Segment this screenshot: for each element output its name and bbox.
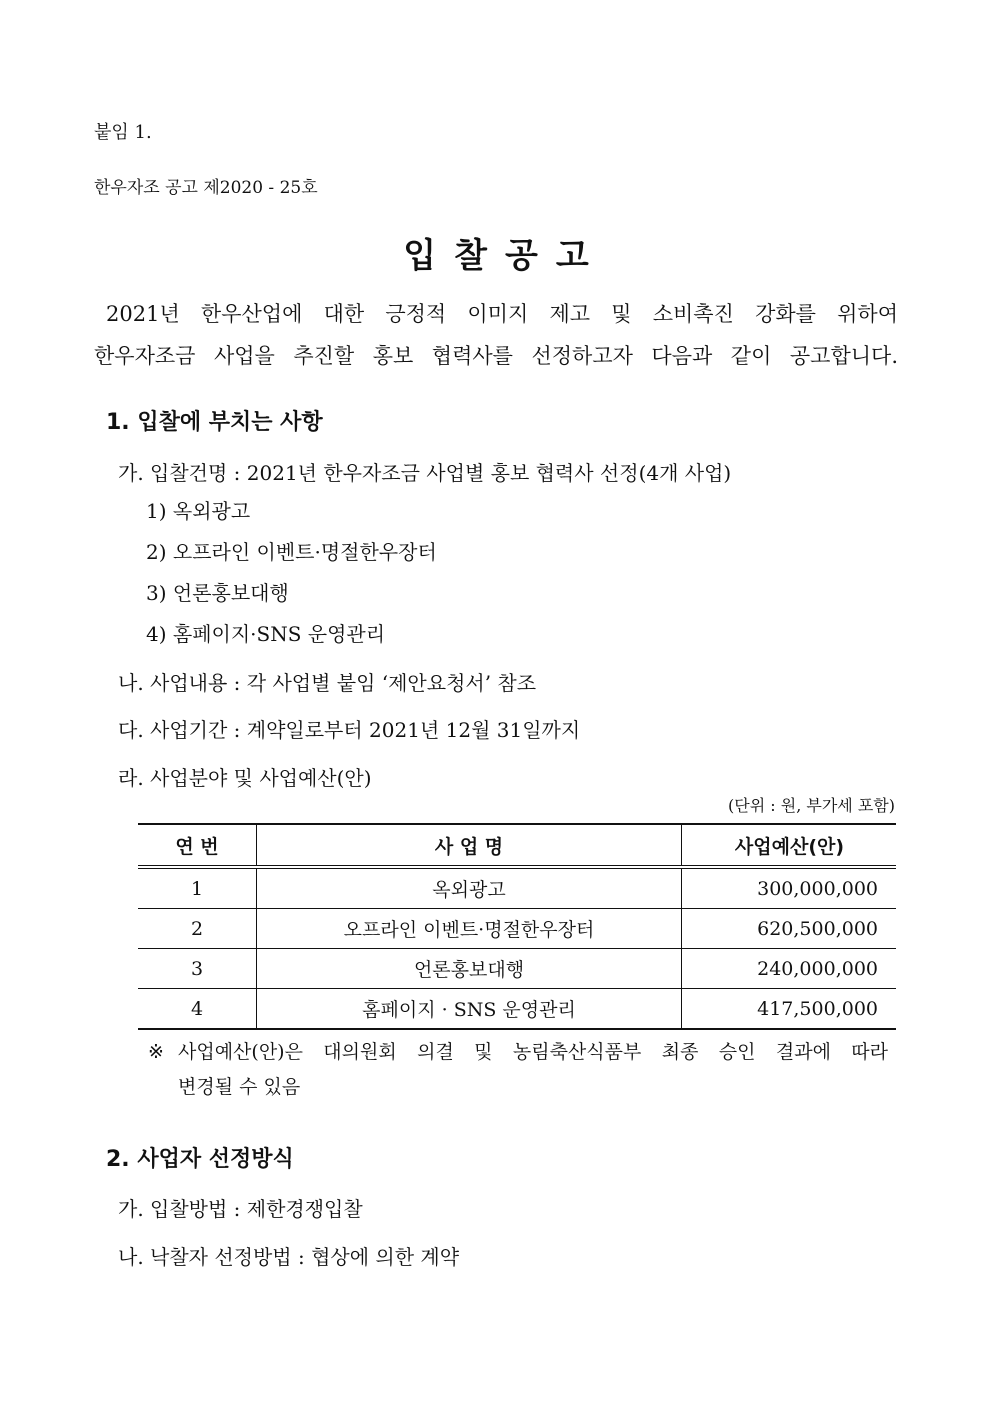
page-title: 입찰공고: [403, 236, 607, 276]
table-row: [138, 909, 896, 949]
cell-budget: 240,000,000: [682, 949, 897, 989]
cell-number: 4: [138, 989, 257, 1030]
intro-line-2: 한우자조금 사업을 추진할 홍보 협력사를 선정하고자 다음과 같이 공고합니다.: [94, 344, 898, 368]
note-line-2: 변경될 수 있음: [178, 1076, 301, 1098]
cell-project-name: 옥외광고: [257, 867, 682, 909]
section-1-item-da: 다. 사업기간 : 계약일로부터 2021년 12월 31일까지: [118, 718, 581, 742]
attachment-label: 붙임 1.: [94, 122, 152, 143]
cell-budget: 300,000,000: [682, 867, 897, 909]
section-2-heading: 2. 사업자 선정방식: [106, 1147, 294, 1172]
notice-number: 한우자조 공고 제2020 - 25호: [94, 178, 318, 198]
unit-note: (단위 : 원, 부가세 포함): [728, 796, 895, 815]
table-row: [138, 949, 896, 989]
note-line-1: 사업예산(안)은 대의원회 의결 및 농림축산식품부 최종 승인 결과에 따라: [178, 1041, 888, 1063]
section-2-item-na: 나. 낙찰자 선정방법 : 협상에 의한 계약: [118, 1245, 460, 1269]
budget-note: [148, 1035, 888, 1105]
header-project-name: 사 업 명: [257, 824, 682, 867]
section-1-item-na: 나. 사업내용 : 각 사업별 붙임 ‘제안요청서’ 참조: [118, 671, 537, 695]
section-2-item-ga: 가. 입찰방법 : 제한경쟁입찰: [118, 1197, 363, 1221]
cell-number: 1: [138, 867, 257, 909]
section-1-item-ga: 가. 입찰건명 : 2021년 한우자조금 사업별 홍보 협력사 선정(4개 사업): [118, 461, 732, 485]
cell-project-name: 언론홍보대행: [257, 949, 682, 989]
intro-paragraph: [94, 293, 898, 377]
sub-item-1: 1) 옥외광고: [146, 499, 251, 523]
header-budget: 사업예산(안): [682, 824, 897, 867]
sub-item-2: 2) 오프라인 이벤트·명절한우장터: [146, 540, 437, 564]
cell-number: 2: [138, 909, 257, 949]
reference-mark: ※: [148, 1041, 164, 1063]
header-number: 연 번: [138, 824, 257, 867]
section-1-item-ra: 라. 사업분야 및 사업예산(안): [118, 766, 372, 790]
table-row: [138, 867, 896, 909]
cell-project-name: 홈페이지 · SNS 운영관리: [257, 989, 682, 1030]
section-1-heading: 1. 입찰에 부치는 사항: [106, 410, 323, 435]
cell-number: 3: [138, 949, 257, 989]
cell-project-name: 오프라인 이벤트·명절한우장터: [257, 909, 682, 949]
intro-line-1: 2021년 한우산업에 대한 긍정적 이미지 제고 및 소비촉진 강화를 위하여: [106, 302, 898, 326]
budget-table: [138, 823, 896, 1030]
sub-item-3: 3) 언론홍보대행: [146, 581, 289, 605]
sub-item-4: 4) 홈페이지·SNS 운영관리: [146, 622, 386, 646]
table-row: [138, 989, 896, 1030]
cell-budget: 417,500,000: [682, 989, 897, 1030]
table-header-row: [138, 824, 896, 867]
cell-budget: 620,500,000: [682, 909, 897, 949]
